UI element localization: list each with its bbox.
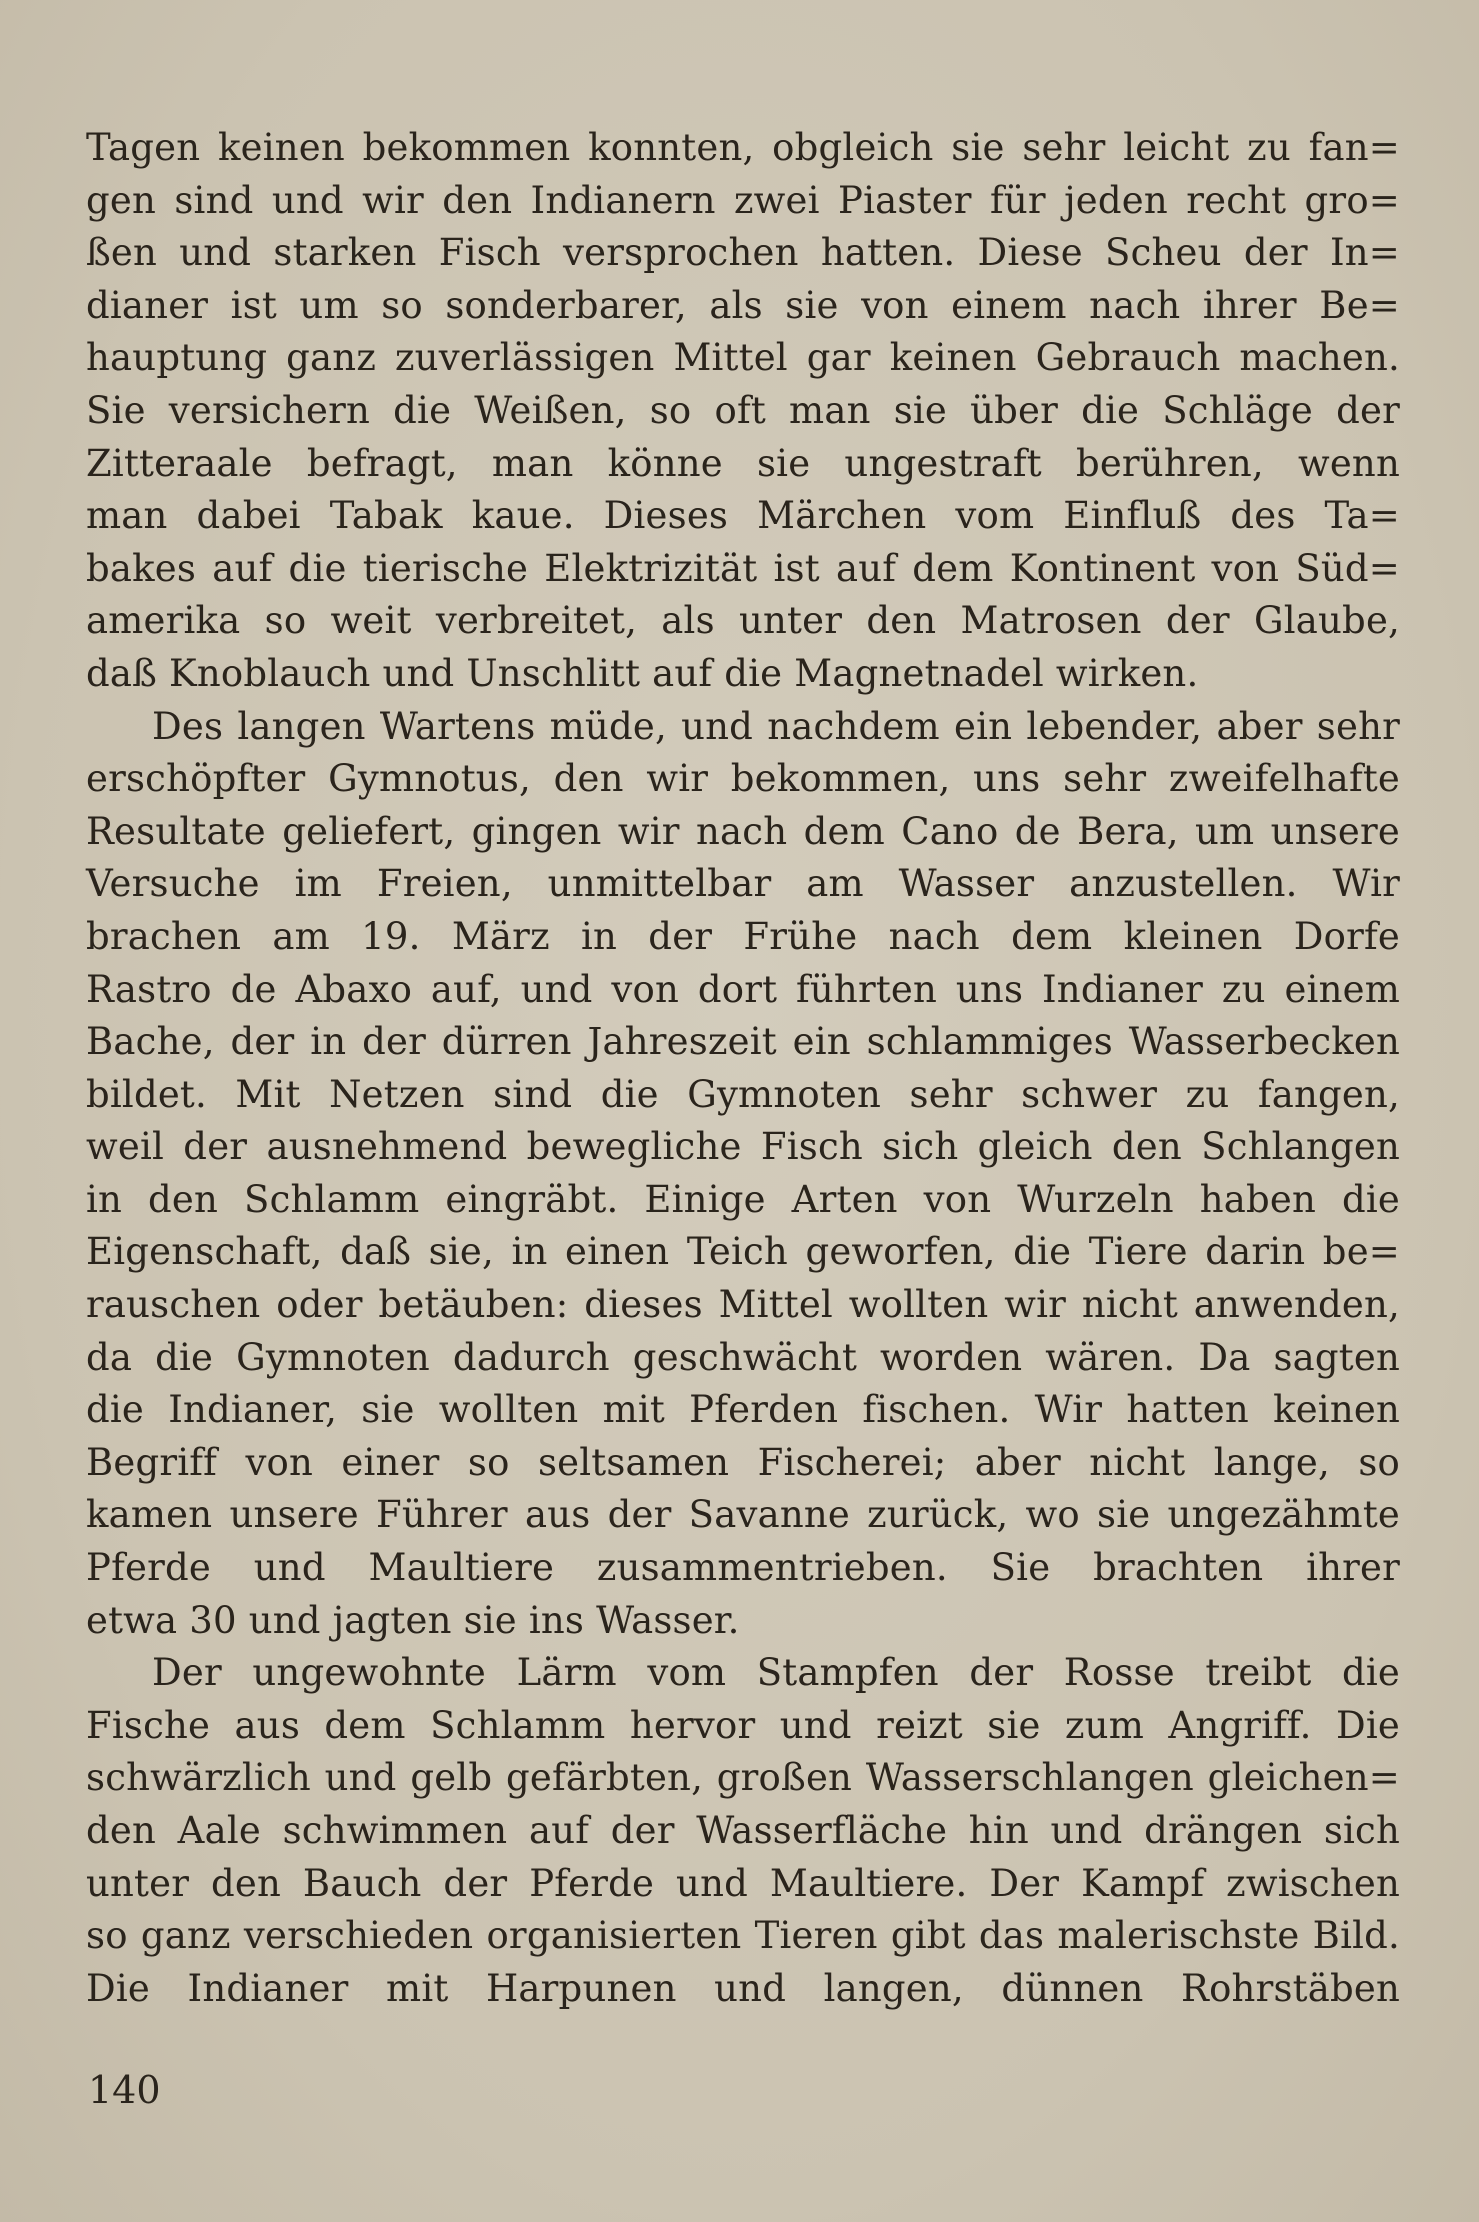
text-line: Rastro de Abaxo auf, und von dort führten uns Indianer zu einem	[86, 967, 1400, 1011]
text-line: Eigenschaft, daß sie, in einen Teich geworfen, die Tiere darin be=	[86, 1230, 1400, 1274]
text-line: daß Knoblauch und Unschlitt auf die Magnetnadel wirken.	[86, 651, 1199, 695]
text-line: Bache, der in der dürren Jahreszeit ein schlammiges Wasserbecken	[86, 1020, 1400, 1064]
text-line: hauptung ganz zuverlässigen Mittel gar keinen Gebrauch machen.	[86, 336, 1400, 380]
text-line: amerika so weit verbreitet, als unter den Matrosen der Glaube,	[86, 599, 1400, 643]
text-line: kamen unsere Führer aus der Savanne zurück, wo sie ungezähmte	[86, 1493, 1400, 1537]
text-line: bakes auf die tierische Elektrizität ist auf dem Kontinent von Süd=	[86, 546, 1400, 590]
text-line: in den Schlamm eingräbt. Einige Arten von Wurzeln haben die	[86, 1177, 1400, 1221]
text-line: rauschen oder betäuben: dieses Mittel wollten wir nicht anwenden,	[86, 1283, 1400, 1327]
text-line: bildet. Mit Netzen sind die Gymnoten sehr schwer zu fangen,	[86, 1072, 1400, 1116]
text-line: Begriff von einer so seltsamen Fischerei; aber nicht lange, so	[86, 1440, 1400, 1484]
text-line: weil der ausnehmend bewegliche Fisch sich gleich den Schlangen	[86, 1125, 1400, 1169]
text-line: Zitteraale befragt, man könne sie ungestraft berühren, wenn	[86, 441, 1400, 485]
body-text	[86, 122, 1400, 2015]
text-line: Tagen keinen bekommen konnten, obgleich sie sehr leicht zu fan=	[86, 126, 1400, 169]
text-line: erschöpfter Gymnotus, den wir bekommen, uns sehr zweifelhafte	[86, 757, 1400, 801]
text-line: die Indianer, sie wollten mit Pferden fischen. Wir hatten keinen	[86, 1388, 1400, 1432]
text-line: Fische aus dem Schlamm hervor und reizt sie zum Angriff. Die	[86, 1703, 1400, 1747]
text-line: Sie versichern die Weißen, so oft man sie über die Schläge der	[86, 388, 1400, 432]
text-line: Der ungewohnte Lärm vom Stampfen der Rosse treibt die	[152, 1651, 1400, 1695]
text-line: so ganz verschieden organisierten Tieren gibt das malerischste Bild.	[86, 1914, 1400, 1958]
text-line: gen sind und wir den Indianern zwei Piaster für jeden recht gro=	[86, 178, 1400, 222]
text-line: dianer ist um so sonderbarer, als sie von einem nach ihrer Be=	[86, 283, 1400, 327]
text-line: man dabei Tabak kaue. Dieses Märchen vom Einfluß des Ta=	[86, 494, 1400, 538]
text-line: Pferde und Maultiere zusammentrieben. Sie brachten ihrer	[86, 1546, 1400, 1590]
text-line: ßen und starken Fisch versprochen hatten. Diese Scheu der In=	[86, 231, 1400, 275]
text-line: den Aale schwimmen auf der Wasserfläche hin und drängen sich	[86, 1809, 1400, 1852]
page-number: 140	[88, 2068, 161, 2112]
text-line: brachen am 19. März in der Frühe nach dem kleinen Dorfe	[86, 914, 1400, 958]
text-line: Resultate geliefert, gingen wir nach dem Cano de Bera, um unsere	[86, 809, 1400, 853]
text-line: etwa 30 und jagten sie ins Wasser.	[86, 1598, 740, 1642]
text-line: da die Gymnoten dadurch geschwächt worden wären. Da sagten	[86, 1335, 1400, 1379]
text-line: Versuche im Freien, unmittelbar am Wasser anzustellen. Wir	[86, 862, 1400, 906]
text-line: unter den Bauch der Pferde und Maultiere. Der Kampf zwischen	[86, 1861, 1400, 1905]
text-line: Die Indianer mit Harpunen und langen, dünnen Rohrstäben	[86, 1966, 1400, 2010]
text-line: schwärzlich und gelb gefärbten, großen Wasserschlangen gleichen=	[86, 1756, 1400, 1800]
text-line: Des langen Wartens müde, und nachdem ein lebender, aber sehr	[152, 704, 1400, 748]
